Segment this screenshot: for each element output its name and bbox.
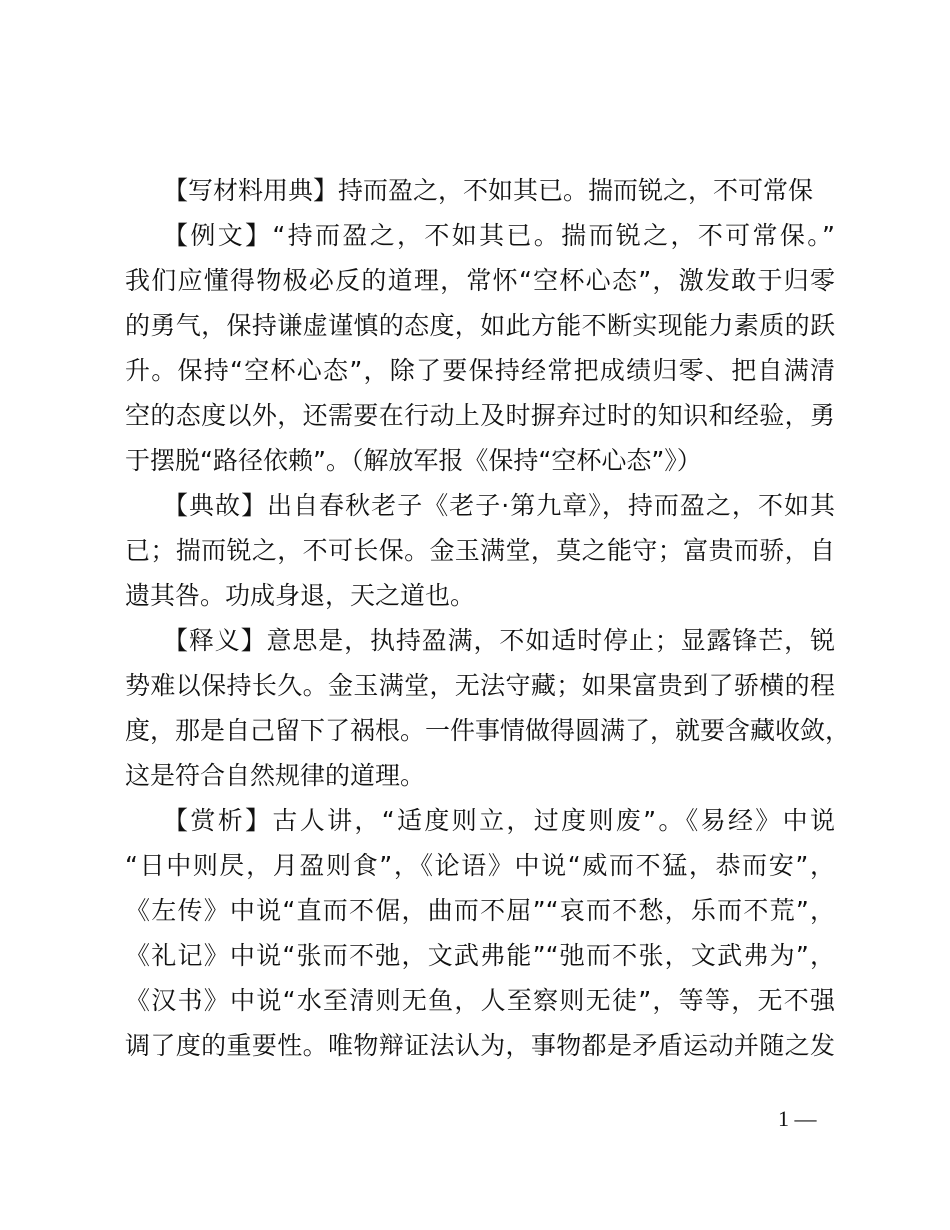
text-line: 《汉书》中说“水至清则无鱼，人至察则无徒”，等等，无不强 <box>125 986 835 1015</box>
text-line: 于摆脱“路径依赖”。（解放军报《保持“空杯心态”》） <box>125 446 702 475</box>
text-line: 这是符合自然规律的道理。 <box>125 761 426 790</box>
text-line: 的勇气，保持谦虚谨慎的态度，如此方能不断实现能力素质的跃 <box>125 311 835 340</box>
text-line: 【例文】“持而盈之，不如其已。揣而锐之，不可常保。” <box>163 221 835 250</box>
text-line: 【赏析】古人讲，“适度则立，过度则废”。《易经》中说 <box>163 806 835 835</box>
text-line: 《左传》中说“直而不倨，曲而不屈”“哀而不愁，乐而不荒”， <box>125 896 835 925</box>
text-line: 《礼记》中说“张而不弛，文武弗能”“弛而不张，文武弗为”， <box>125 941 835 970</box>
text-line: 势难以保持长久。金玉满堂，无法守藏；如果富贵到了骄横的程 <box>125 671 835 700</box>
text-line: 我们应懂得物极必反的道理，常怀“空杯心态”，激发敢于归零 <box>125 266 835 295</box>
text-line: 遗其咎。功成身退，天之道也。 <box>125 581 476 610</box>
text-line: 空的态度以外，还需要在行动上及时摒弃过时的知识和经验，勇 <box>125 401 835 430</box>
text-line: 【写材料用典】持而盈之，不如其已。揣而锐之，不可常保 <box>163 176 814 205</box>
text-line: 度，那是自己留下了祸根。一件事情做得圆满了，就要含藏收敛， <box>125 716 851 745</box>
text-line: 升。保持“空杯心态”，除了要保持经常把成绩归零、把自满清 <box>125 356 835 385</box>
text-line: 调了度的重要性。唯物辩证法认为，事物都是矛盾运动并随之发 <box>125 1031 835 1060</box>
text-line: 已；揣而锐之，不可长保。金玉满堂，莫之能守；富贵而骄，自 <box>125 536 835 565</box>
text-line: 【释义】意思是，执持盈满，不如适时停止；显露锋芒，锐 <box>163 626 835 655</box>
text-line: 【典故】出自春秋老子《老子·第九章》，持而盈之，不如其 <box>163 491 835 520</box>
text-line: “日中则昃，月盈则食”，《论语》中说“威而不猛，恭而安”， <box>125 851 835 880</box>
page-number: 1 — <box>778 1106 817 1131</box>
